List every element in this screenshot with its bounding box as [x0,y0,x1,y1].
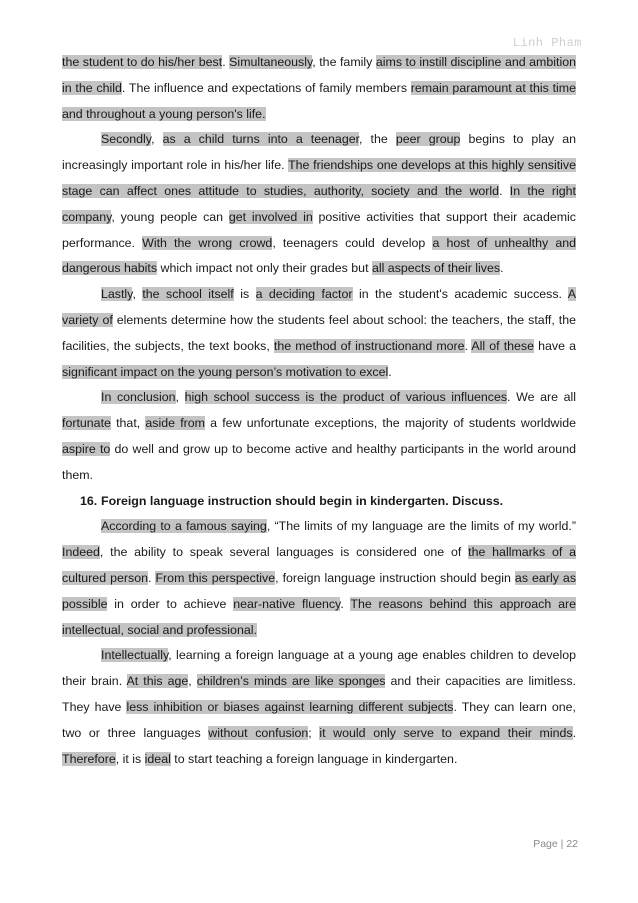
text-run: elements determine how the students feel about school: the teachers, the staff, the facilities, the subjects, the text books, [62,312,576,353]
highlighted-phrase: the hallmarks of a cultured person [62,545,577,585]
highlighted-phrase: Secondly [101,132,152,147]
highlighted-phrase: high school success is the product of various influences [184,390,508,405]
highlighted-phrase: The reasons behind this approach are intellectual, social and professional. [62,596,576,637]
author-watermark: Linh Pham [512,36,582,50]
paragraph-group-intro [62,50,576,489]
body-paragraph [62,127,576,282]
text-run: , foreign language instruction should begin [275,570,515,585]
footer-page-label: Page [533,838,558,850]
body-paragraph [62,514,576,643]
highlighted-phrase: get involved in [228,209,313,224]
text-run: . The influence and expectations of family members [121,80,411,95]
highlighted-phrase: the student to do his/her best [62,55,223,69]
body-paragraph [62,643,576,772]
highlighted-phrase: A variety of [62,287,577,327]
highlighted-phrase: a deciding factor [255,287,353,302]
text-run: , it is [115,751,145,766]
text-run: in order to achieve [107,596,234,611]
highlighted-phrase: Intellectually [101,648,169,663]
text-run: in the student's academic success. [352,287,568,302]
text-run: , the family [312,55,376,69]
highlighted-phrase: the method of instructionand more [273,338,465,353]
text-run: that, [110,416,146,431]
text-run: , teenagers could develop [272,235,433,250]
highlighted-phrase: children’s minds are like sponges [196,674,386,689]
text-run: , [188,674,197,689]
highlighted-phrase: less inhibition or biases against learning different subjects [126,699,454,714]
text-run: . [148,570,156,585]
text-run: positive activities that support their academic performance. [62,209,576,250]
text-run: which impact not only their grades but [157,261,372,276]
text-run: and their capacities are limitless. They have [62,674,576,714]
highlighted-phrase: ideal [144,751,171,766]
highlighted-phrase: Indeed [62,545,100,560]
highlighted-phrase: With the wrong crowd [142,235,273,250]
text-run: , young people can [111,209,229,224]
text-run: do well and grow up to become active and healthy participants in the world around them. [62,441,576,482]
text-run: begins to play an increasingly important role in his/her life. [62,132,577,173]
page-content [62,50,576,772]
text-run: , the [359,132,396,147]
footer-page-number: 22 [566,838,578,850]
text-run: have a [534,338,576,353]
body-paragraph [62,282,576,385]
text-run: . [572,725,577,740]
text-run: , [132,287,143,302]
text-run: . They can learn one, two or three languages [62,699,576,740]
highlighted-phrase: aside from [145,416,205,431]
highlighted-phrase: peer group [395,132,461,147]
highlighted-phrase: Simultaneously [229,55,313,69]
highlighted-phrase: aspire to [62,441,111,456]
highlighted-phrase: it would only serve to expand their minds [319,725,573,740]
highlighted-phrase: near-native fluency [233,596,341,611]
highlighted-phrase: as a child turns into a teenager [162,132,360,147]
highlighted-phrase: aims to instill discipline and ambition in the child [62,55,576,95]
text-run: . [222,55,230,69]
text-run: . [499,183,510,198]
highlighted-phrase: remain paramount at this time and throughout a young person's life. [62,80,576,121]
highlighted-phrase: From this perspective [155,570,276,585]
highlighted-phrase: The friendships one develops at this highly sensitive stage can affect ones attitude to studies, authority, society and the world [62,158,576,198]
text-run: , [175,390,185,405]
text-run: , the ability to speak several languages is considered one of [99,545,469,560]
body-paragraph [62,50,576,127]
paragraph-group-essay [62,514,576,772]
heading-text: Foreign language instruction should begin in kindergarten. Discuss. [101,493,504,508]
highlighted-phrase: as early as possible [62,570,577,611]
text-run: is [233,287,256,302]
highlighted-phrase: In conclusion [101,390,176,405]
highlighted-phrase: In the right company [62,183,576,224]
heading-number: 16. [80,493,98,508]
body-paragraph [62,385,576,488]
highlighted-phrase: all aspects of their lives [371,261,501,276]
text-run: a few unfortunate exceptions, the majority of students worldwide [204,416,576,431]
text-run: to start teaching a foreign language in kindergarten. [170,751,458,766]
highlighted-phrase: All of these [471,338,535,353]
text-run: . [388,364,392,379]
highlighted-phrase: fortunate [62,416,111,431]
text-run: , “The limits of my language are the limits of my world.” [266,519,576,534]
text-run: , learning a foreign language at a young age enables children to develop their brain. [62,648,576,689]
highlighted-phrase: According to a famous saying [101,519,267,534]
highlighted-phrase: At this age [126,674,189,689]
text-run: . [464,338,472,353]
highlighted-phrase: Therefore [62,751,116,766]
highlighted-phrase: Lastly [101,287,133,302]
highlighted-phrase: the school itself [142,287,234,302]
text-run: ; [308,725,320,740]
text-run: . We are all [507,390,576,405]
highlighted-phrase: without confusion [208,725,309,740]
footer-separator: | [560,838,564,850]
text-run: , [151,132,163,147]
text-run: . [340,596,351,611]
page-footer [533,838,578,850]
text-run: . [500,261,504,276]
highlighted-phrase: a host of unhealthy and dangerous habits [62,235,577,276]
highlighted-phrase: significant impact on the young person’s motivation to excel [62,364,389,379]
essay-heading [62,489,576,515]
